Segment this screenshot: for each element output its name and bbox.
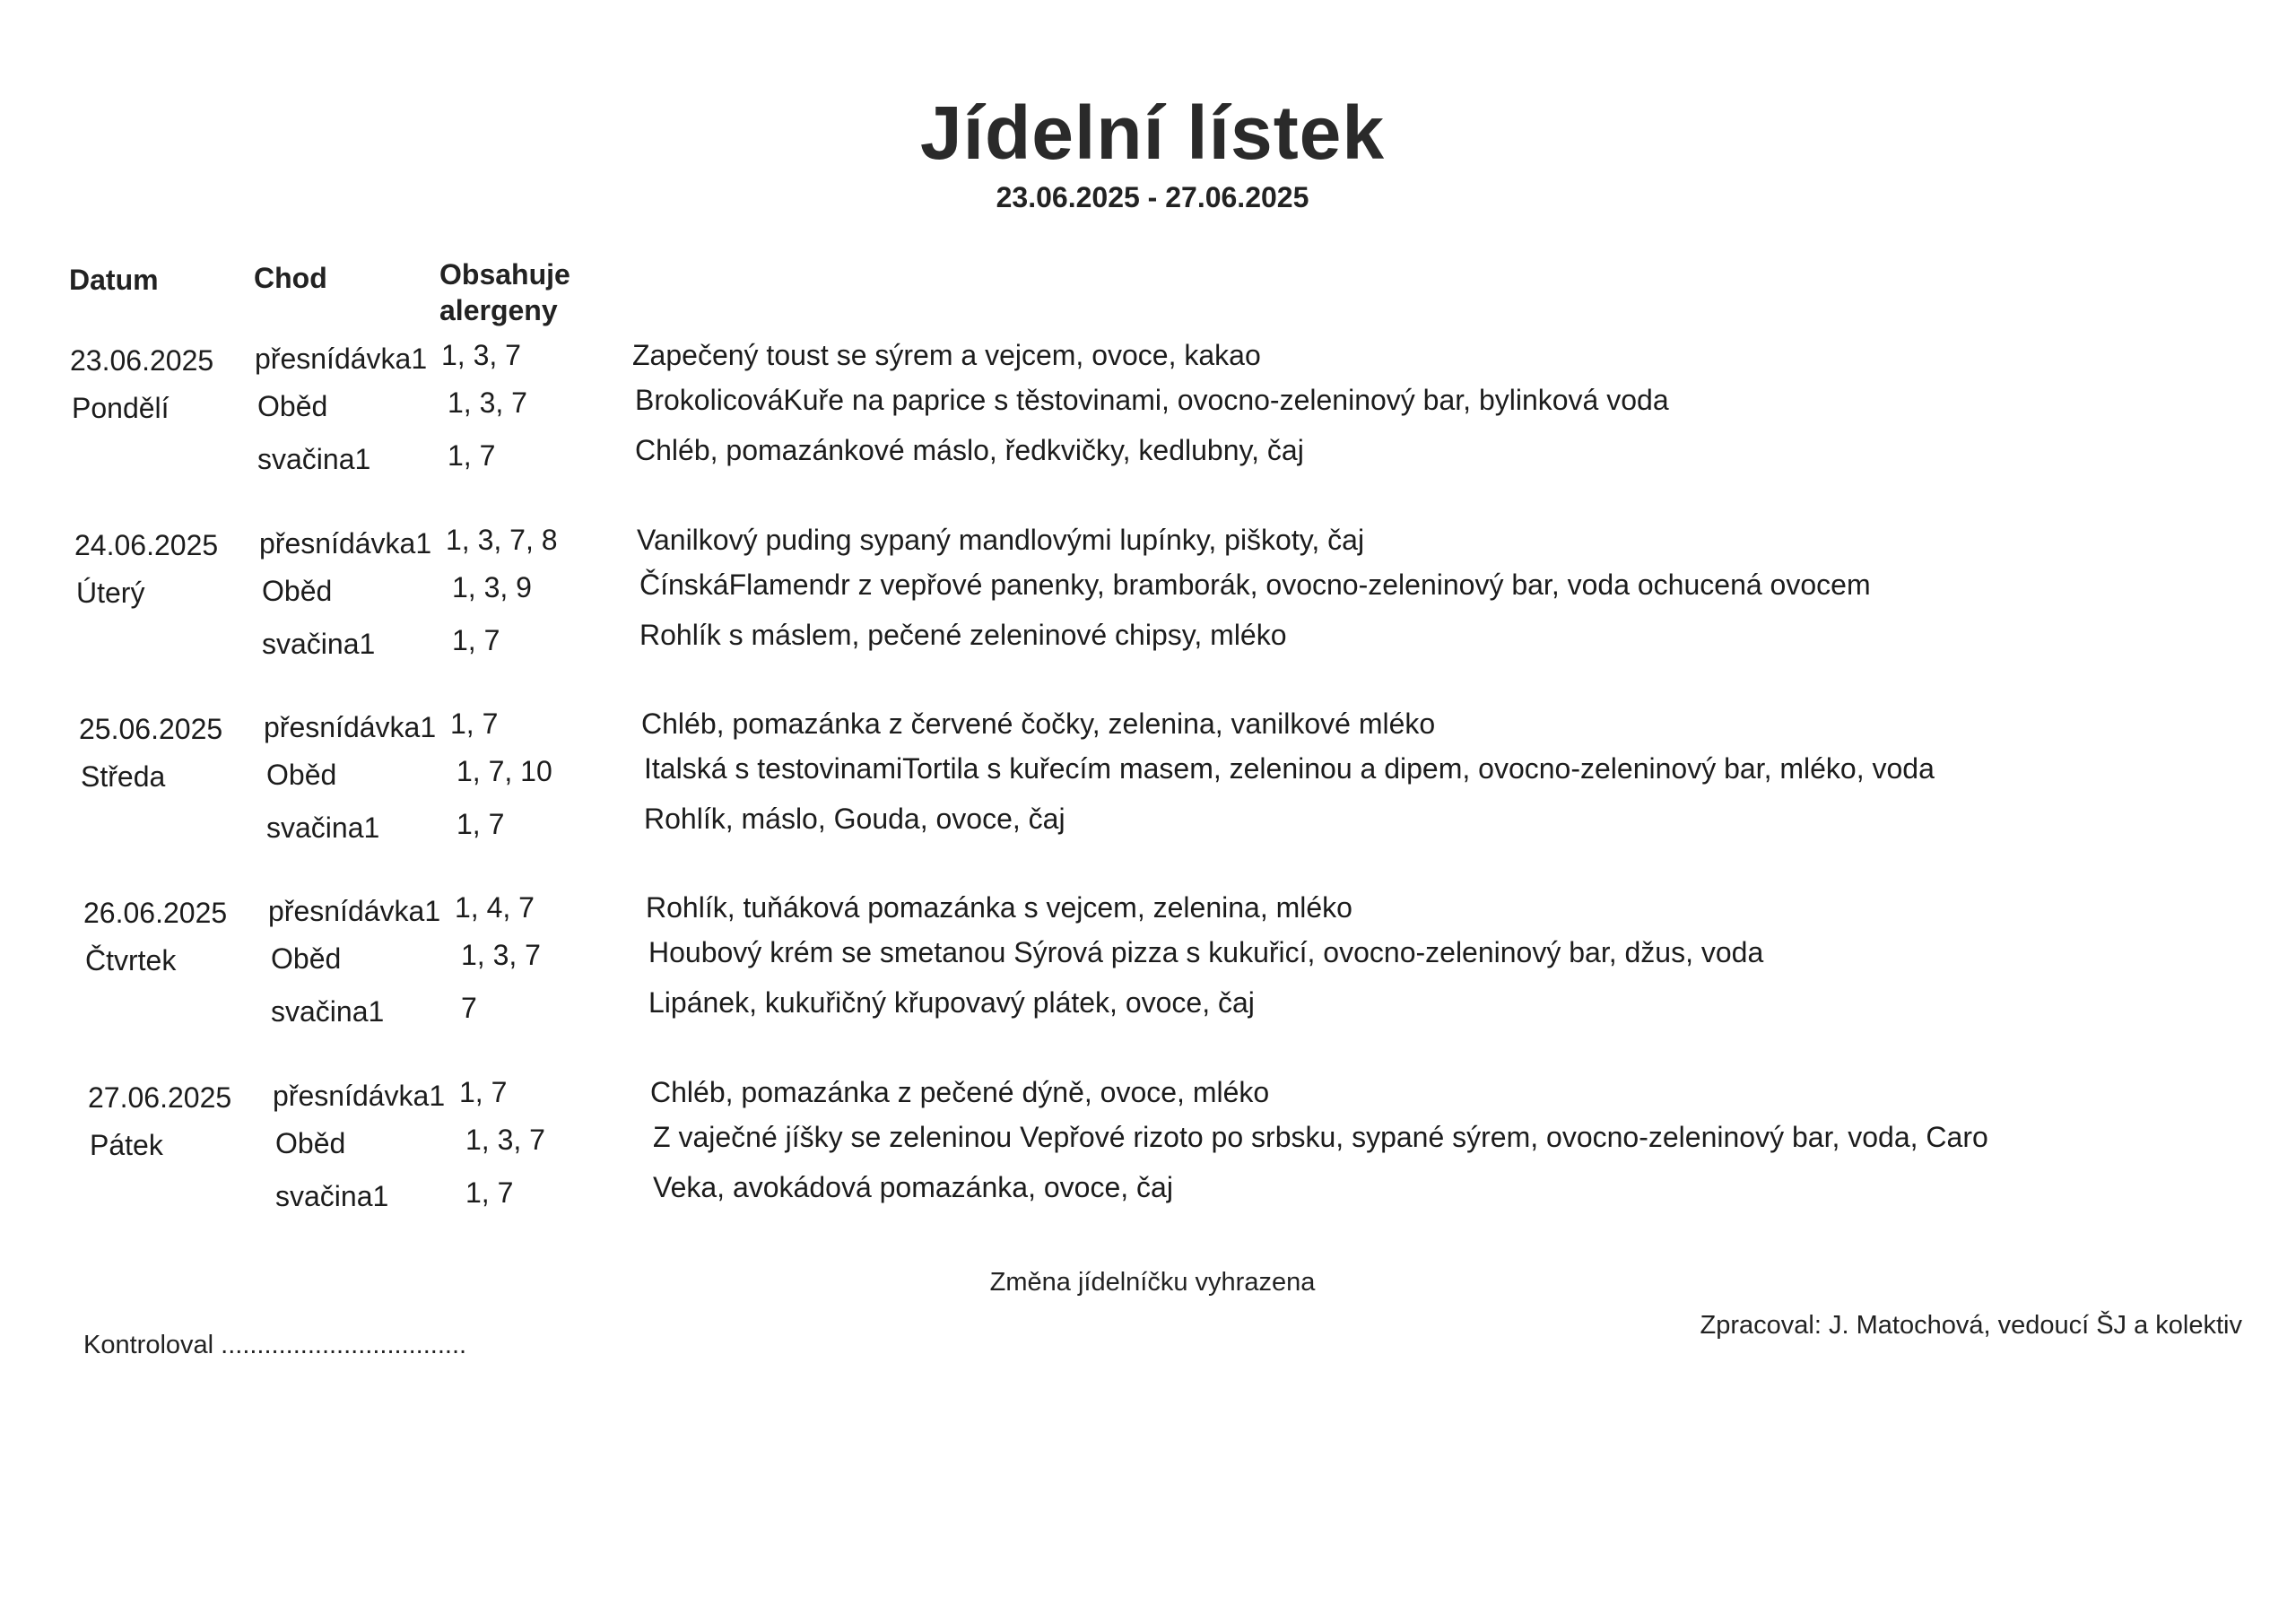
header-datum: Datum	[69, 264, 159, 296]
meal-allergens: 1, 7	[465, 1176, 514, 1209]
checked-by: Kontroloval ..................................	[83, 1331, 467, 1359]
meal-course: svačina1	[266, 812, 380, 844]
meal-allergens: 1, 3, 7	[465, 1124, 545, 1156]
meal-course: Oběd	[275, 1127, 346, 1159]
meal-menu: Houbový krém se smetanou Sýrová pizza s kukuřicí, ovocno-zeleninový bar, džus, voda	[648, 936, 1764, 968]
day-date: 25.06.2025	[79, 713, 223, 745]
meal-menu: Chléb, pomazánkové máslo, ředkvičky, kedlubny, čaj	[635, 434, 1304, 466]
meal-menu: Chléb, pomazánka z červené čočky, zelenina, vanilkové mléko	[641, 707, 1436, 740]
header-alergeny: Obsahuje alergeny	[439, 258, 570, 326]
change-note: Změna jídelníčku vyhrazena	[989, 1268, 1316, 1297]
meal-course: Oběd	[266, 759, 337, 791]
meal-allergens: 1, 7	[457, 808, 505, 840]
day-weekday: Pondělí	[72, 392, 170, 424]
meal-allergens: 1, 4, 7	[455, 891, 535, 924]
day-weekday: Úterý	[76, 577, 145, 609]
meal-allergens: 1, 7	[459, 1076, 508, 1108]
meal-course: svačina1	[262, 628, 376, 660]
day-date: 23.06.2025	[70, 344, 214, 377]
meal-allergens: 1, 3, 7, 8	[446, 524, 558, 556]
meal-allergens: 1, 7	[452, 624, 500, 656]
meal-course: Oběd	[262, 575, 333, 607]
day-weekday: Čtvrtek	[85, 944, 177, 976]
meal-allergens: 1, 3, 7	[461, 939, 541, 971]
meal-allergens: 1, 3, 7	[441, 339, 521, 371]
page-title: Jídelní lístek	[919, 91, 1386, 175]
day-weekday: Pátek	[90, 1129, 163, 1161]
meal-course: svačina1	[275, 1180, 389, 1212]
meal-allergens: 1, 7	[450, 707, 499, 740]
meal-course: přesnídávka1	[268, 895, 441, 927]
meal-course: Oběd	[257, 390, 328, 422]
meal-menu: Rohlík, máslo, Gouda, ovoce, čaj	[644, 803, 1065, 835]
meal-menu: Italská s testovinamiTortila s kuřecím masem, zeleninou a dipem, ovocno-zeleninový bar, mléko, voda	[644, 752, 1935, 785]
meal-course: přesnídávka1	[259, 527, 432, 560]
meal-menu: Rohlík, tuňáková pomazánka s vejcem, zelenina, mléko	[646, 891, 1352, 924]
meal-menu: Zapečený toust se sýrem a vejcem, ovoce, kakao	[632, 339, 1261, 371]
meal-course: přesnídávka1	[273, 1080, 446, 1112]
meal-course: svačina1	[257, 443, 371, 475]
meal-allergens: 1, 3, 9	[452, 571, 532, 603]
meal-allergens: 7	[461, 992, 477, 1024]
meal-menu: BrokolicováKuře na paprice s těstovinami, ovocno-zeleninový bar, bylinková voda	[635, 384, 1669, 416]
prepared-by: Zpracoval: J. Matochová, vedoucí ŠJ a kolektiv	[1700, 1311, 2242, 1340]
meal-menu: ČínskáFlamendr z vepřové panenky, bramborák, ovocno-zeleninový bar, voda ochucená ovocem	[639, 568, 1871, 601]
meal-menu: Vanilkový puding sypaný mandlovými lupínky, piškoty, čaj	[637, 524, 1365, 556]
meal-course: Oběd	[271, 942, 342, 975]
meal-menu: Z vaječné jíšky se zeleninou Vepřové rizoto po srbsku, sypané sýrem, ovocno-zeleninový bar, voda, Caro	[653, 1121, 1988, 1153]
meal-allergens: 1, 7, 10	[457, 755, 552, 787]
meal-menu: Rohlík s máslem, pečené zeleninové chipsy, mléko	[639, 619, 1287, 651]
meal-course: přesnídávka1	[255, 343, 428, 375]
meal-allergens: 1, 3, 7	[448, 386, 527, 419]
meal-menu: Lipánek, kukuřičný křupovavý plátek, ovoce, čaj	[648, 986, 1255, 1019]
day-weekday: Středa	[81, 760, 166, 793]
meal-course: svačina1	[271, 995, 385, 1028]
day-date: 26.06.2025	[83, 897, 228, 929]
day-date: 27.06.2025	[88, 1081, 232, 1114]
header-chod: Chod	[254, 262, 327, 294]
meal-course: přesnídávka1	[264, 711, 437, 743]
meal-menu: Veka, avokádová pomazánka, ovoce, čaj	[653, 1171, 1173, 1203]
meal-allergens: 1, 7	[448, 439, 496, 472]
meal-menu: Chléb, pomazánka z pečené dýně, ovoce, mléko	[650, 1076, 1270, 1108]
date-range: 23.06.2025 - 27.06.2025	[996, 181, 1309, 213]
day-date: 24.06.2025	[74, 529, 219, 561]
